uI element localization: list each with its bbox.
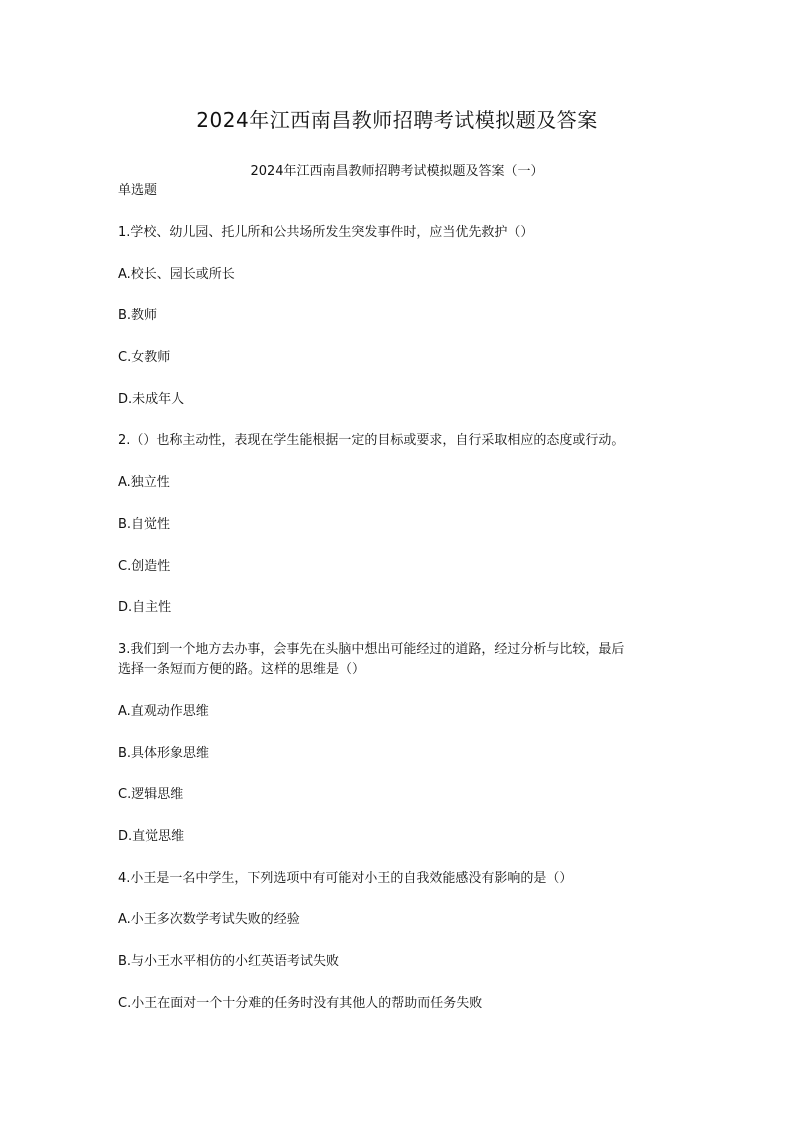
question-4-option-b: B.与小王水平相仿的小红英语考试失败 — [118, 954, 340, 969]
question-3-text-line-1: 3.我们到一个地方去办事，会事先在头脑中想出可能经过的道路，经过分析与比较，最后 — [118, 642, 625, 657]
question-2-option-b: B.自觉性 — [118, 517, 171, 532]
question-1-option-d: D.未成年人 — [118, 392, 185, 407]
question-2-option-a: A.独立性 — [118, 475, 170, 490]
question-2-text: 2.（）也称主动性，表现在学生能根据一定的目标或要求，自行采取相应的态度或行动。 — [118, 433, 625, 448]
document-title: 2024年江西南昌教师招聘考试模拟题及答案 — [196, 108, 598, 132]
document-subtitle: 2024年江西南昌教师招聘考试模拟题及答案（一） — [250, 164, 544, 179]
question-3-option-d: D.直觉思维 — [118, 829, 185, 844]
question-3-text-line-2: 选择一条短而方便的路。这样的思维是（） — [118, 662, 366, 677]
question-4-option-a: A.小王多次数学考试失败的经验 — [118, 912, 300, 927]
question-1-text: 1.学校、幼儿园、托儿所和公共场所发生突发事件时，应当优先救护（） — [118, 225, 534, 240]
question-1-option-a: A.校长、园长或所长 — [118, 267, 235, 282]
question-4-text: 4.小王是一名中学生，下列选项中有可能对小王的自我效能感没有影响的是（） — [118, 871, 573, 886]
question-1-option-c: C.女教师 — [118, 350, 171, 365]
question-3-option-c: C.逻辑思维 — [118, 787, 184, 802]
question-3-option-b: B.具体形象思维 — [118, 746, 210, 761]
question-4-option-c: C.小王在面对一个十分难的任务时没有其他人的帮助而任务失败 — [118, 996, 483, 1011]
question-2-option-c: C.创造性 — [118, 559, 171, 574]
section-heading: 单选题 — [118, 183, 158, 198]
question-2-option-d: D.自主性 — [118, 600, 172, 615]
question-1-option-b: B.教师 — [118, 308, 158, 323]
question-3-option-a: A.直观动作思维 — [118, 704, 209, 719]
